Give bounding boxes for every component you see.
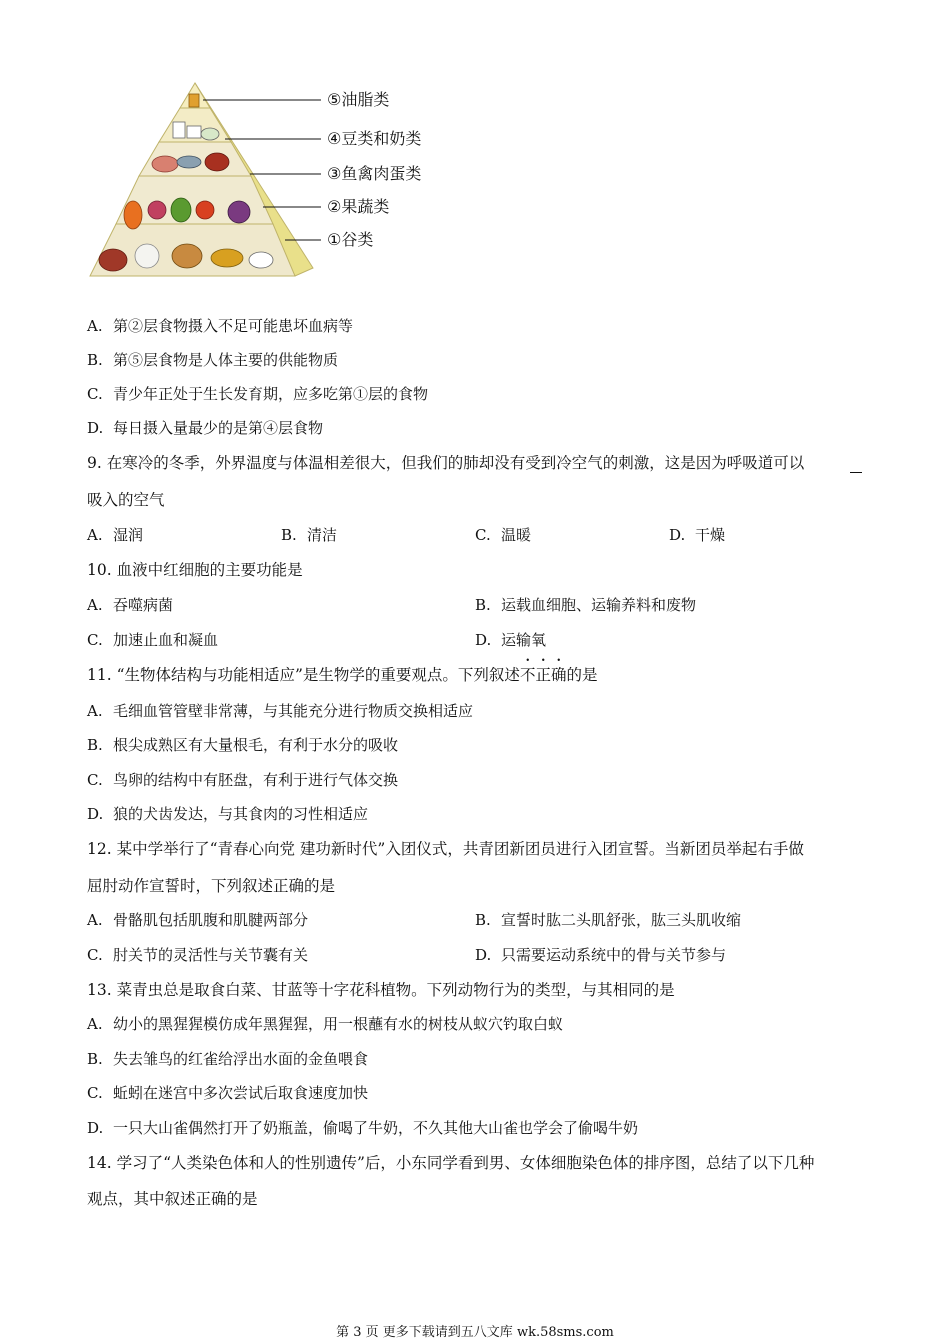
- q8-option-d: D. 每日摄入量最少的是第④层食物: [87, 419, 324, 437]
- q11-stem-post: 的是: [566, 666, 598, 684]
- q10-option-c: C. 加速止血和凝血: [87, 631, 219, 649]
- q10-option-d: D. 运输氧: [475, 631, 547, 649]
- q12-option-d: D. 只需要运动系统中的骨与关节参与: [475, 946, 727, 964]
- q8-option-b: B. 第⑤层食物是人体主要的供能物质: [87, 351, 339, 369]
- q10-option-b: B. 运载血细胞、运输养料和废物: [475, 596, 697, 614]
- food-pyramid-figure: [85, 78, 445, 283]
- q12-stem-line1: 12. 某中学举行了“青春心向党 建功新时代”入团仪式，共青团新团员进行入团宣誓。当新团员举起右手做: [87, 840, 804, 858]
- q12-option-b: B. 宣誓时肱二头肌舒张，肱三头肌收缩: [475, 911, 742, 929]
- pyramid-label-fruit-veg: ②果蔬类: [327, 197, 390, 216]
- pyramid-label-oils: ⑤油脂类: [327, 90, 390, 109]
- q13-option-a: A. 幼小的黑猩猩模仿成年黑猩猩，用一根蘸有水的树枝从蚁穴钓取白蚁: [87, 1015, 564, 1033]
- q11-stem: [87, 665, 598, 685]
- q9-option-c: C. 温暖: [475, 526, 532, 544]
- pyramid-label-beans-milk: ④豆类和奶类: [327, 129, 422, 148]
- q11-option-d: D. 狼的犬齿发达，与其食肉的习性相适应: [87, 805, 369, 823]
- q9-answer-blank: [850, 472, 862, 473]
- q10-stem: 10. 血液中红细胞的主要功能是: [87, 561, 303, 579]
- q11-emphasis-char: 不: [519, 666, 536, 684]
- q8-option-a: A. 第②层食物摄入不足可能患坏血病等: [87, 317, 354, 335]
- q9-option-a: A. 湿润: [87, 526, 144, 544]
- q14-stem-line2: 观点，其中叙述正确的是: [87, 1190, 258, 1208]
- q9-option-d: D. 干燥: [669, 526, 726, 544]
- q9-stem-line2: 吸入的空气: [87, 491, 165, 509]
- q12-stem-line2: 屈肘动作宣誓时，下列叙述正确的是: [87, 877, 336, 895]
- q12-option-c: C. 肘关节的灵活性与关节囊有关: [87, 946, 309, 964]
- q13-option-d: D. 一只大山雀偶然打开了奶瓶盖，偷喝了牛奶，不久其他大山雀也学会了偷喝牛奶: [87, 1119, 639, 1137]
- q13-option-b: B. 失去雏鸟的红雀给浮出水面的金鱼喂食: [87, 1050, 369, 1068]
- q12-option-a: A. 骨骼肌包括肌腹和肌腱两部分: [87, 911, 309, 929]
- q9-stem-line1: 9. 在寒冷的冬季，外界温度与体温相差很大，但我们的肺却没有受到冷空气的刺激，这是因为呼吸道可以: [87, 454, 805, 472]
- q11-option-c: C. 鸟卵的结构中有胚盘，有利于进行气体交换: [87, 771, 399, 789]
- q14-stem-line1: 14. 学习了“人类染色体和人的性别遗传”后，小东同学看到男、女体细胞染色体的排序图，总结了以下几种: [87, 1154, 815, 1172]
- page-footer: 第 3 页 更多下载请到五八文库 wk.58sms.com: [336, 1325, 614, 1340]
- q11-emphasis-char: 正: [535, 666, 551, 684]
- q10-option-a: A. 吞噬病菌: [87, 596, 174, 614]
- q11-emphasis-char: 确: [550, 666, 567, 684]
- q8-option-c: C. 青少年正处于生长发育期，应多吃第①层的食物: [87, 385, 429, 403]
- q9-option-b: B. 清洁: [281, 526, 338, 544]
- q13-stem: 13. 菜青虫总是取食白菜、甘蓝等十字花科植物。下列动物行为的类型，与其相同的是: [87, 981, 675, 999]
- q13-option-c: C. 蚯蚓在迷宫中多次尝试后取食速度加快: [87, 1084, 369, 1102]
- q11-stem-pre: 11. “生物体结构与功能相适应”是生物学的重要观点。下列叙述: [87, 666, 520, 684]
- pyramid-label-fish-meat-eggs: ③鱼禽肉蛋类: [327, 164, 422, 183]
- pyramid-label-grains: ①谷类: [327, 230, 374, 249]
- q11-option-a: A. 毛细血管管壁非常薄，与其能充分进行物质交换相适应: [87, 702, 474, 720]
- q11-option-b: B. 根尖成熟区有大量根毛，有利于水分的吸收: [87, 736, 399, 754]
